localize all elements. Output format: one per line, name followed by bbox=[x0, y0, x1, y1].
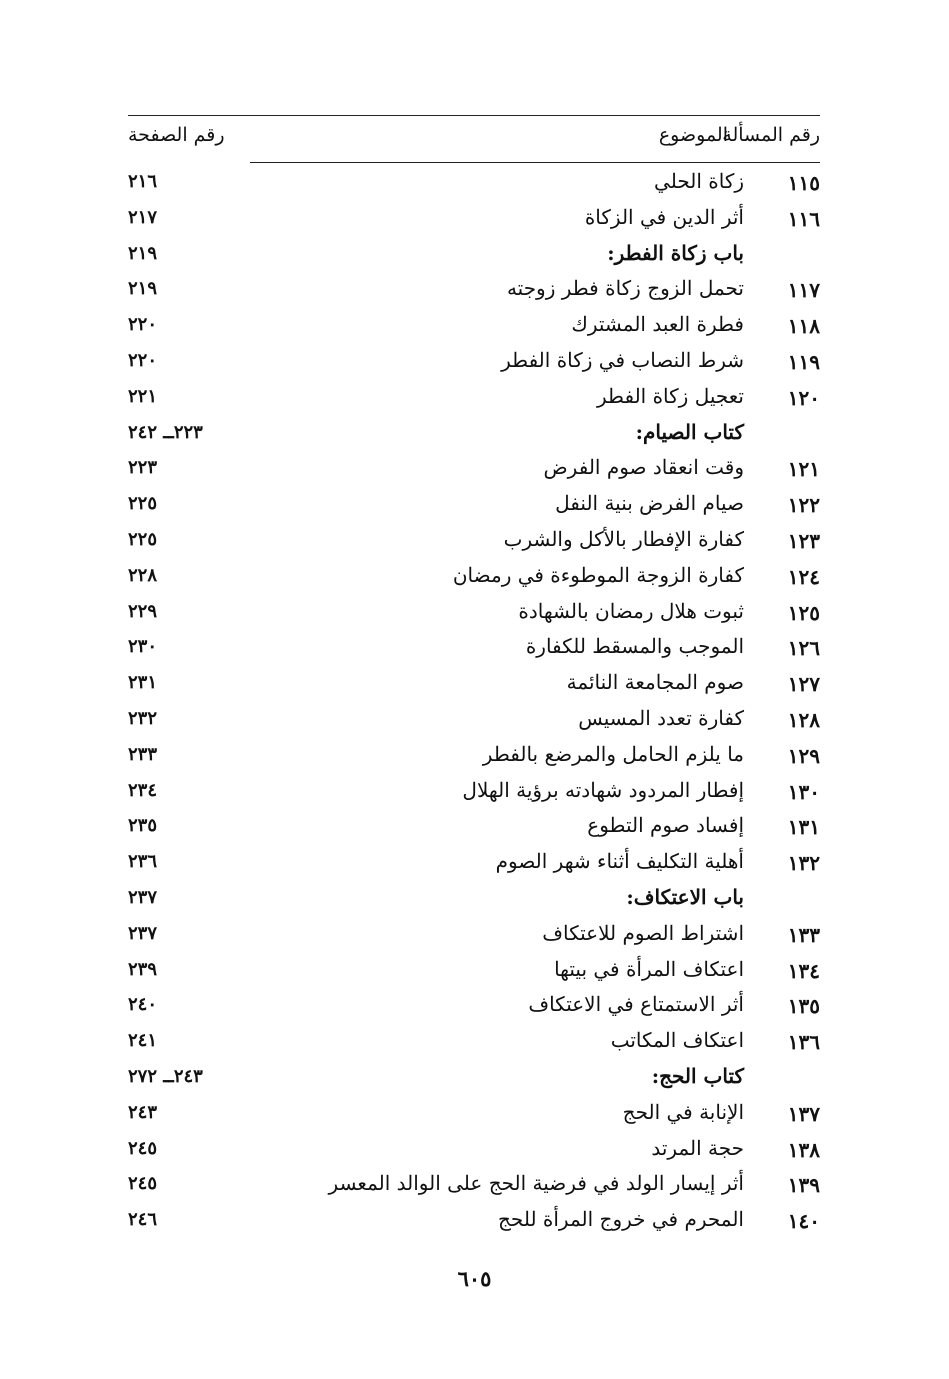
topic-text: صوم المجامعة النائمة bbox=[566, 670, 744, 695]
page-number-header: رقم الصفحة bbox=[128, 124, 225, 146]
page-number: ٢٢٠ bbox=[128, 314, 158, 336]
topic-text: فطرة العبد المشترك bbox=[571, 312, 744, 337]
topic-text: الإنابة في الحج bbox=[622, 1099, 744, 1124]
topic-text: أهلية التكليف أثناء شهر الصوم bbox=[495, 849, 744, 874]
issue-number: ١١٩ bbox=[787, 349, 820, 374]
page-number: ٢٣٧ bbox=[128, 922, 158, 944]
index-table bbox=[128, 167, 820, 1241]
table-row bbox=[128, 955, 820, 991]
page-number: ٢٢٠ bbox=[128, 349, 158, 371]
topic-text: اشتراط الصوم للاعتكاف bbox=[542, 920, 744, 945]
issue-number: ١٣٧ bbox=[787, 1101, 820, 1126]
page-number: ٢٤٣ــ ٢٧٢ bbox=[128, 1065, 203, 1087]
issue-number: ١٣٥ bbox=[787, 994, 820, 1019]
issue-number: ١٢٧ bbox=[787, 672, 820, 697]
issue-number: ١٣٨ bbox=[787, 1137, 820, 1162]
topic-text: أثر الدين في الزكاة bbox=[584, 204, 744, 229]
table-row bbox=[128, 847, 820, 883]
topic-text: شرط النصاب في زكاة الفطر bbox=[501, 347, 744, 372]
topic-text: إفساد صوم التطوع bbox=[587, 813, 744, 838]
table-row bbox=[128, 632, 820, 668]
table-row bbox=[128, 740, 820, 776]
page-number: ٢١٧ bbox=[128, 206, 158, 228]
page-number: ٢٤٥ bbox=[128, 1173, 158, 1195]
section-title: باب الاعتكاف: bbox=[626, 884, 744, 909]
table-row bbox=[128, 1098, 820, 1134]
topic-text: المحرم في خروج المرأة للحج bbox=[498, 1207, 744, 1232]
topic-text: حجة المرتد bbox=[651, 1135, 744, 1160]
page-number: ٢٤٠ bbox=[128, 994, 158, 1016]
page-number: ٢٢١ bbox=[128, 385, 158, 407]
page-number: ٢٢٥ bbox=[128, 493, 158, 515]
page-number: ٢٣٣ bbox=[128, 743, 158, 765]
table-row bbox=[128, 1134, 820, 1170]
topic-text: الموجب والمسقط للكفارة bbox=[525, 634, 744, 659]
page-number: ٢٢٨ bbox=[128, 564, 158, 586]
table-row bbox=[128, 919, 820, 955]
issue-number: ١١٨ bbox=[787, 314, 820, 339]
issue-number: ١١٥ bbox=[787, 171, 820, 195]
topic-text: وقت انعقاد صوم الفرض bbox=[543, 455, 744, 480]
issue-number: ١٣٩ bbox=[787, 1173, 820, 1198]
issue-number: ١٢٨ bbox=[787, 707, 820, 732]
issue-number: ١٢٠ bbox=[787, 385, 820, 410]
table-row bbox=[128, 597, 820, 633]
header-rule bbox=[250, 162, 820, 163]
top-rule bbox=[128, 115, 820, 116]
topic-text: إفطار المردود شهادته برؤية الهلال bbox=[462, 777, 744, 802]
table-row bbox=[128, 1169, 820, 1205]
page-number: ٢١٦ bbox=[128, 171, 158, 192]
topic-header: الموضوع bbox=[658, 124, 728, 146]
page-number: ٢٣٠ bbox=[128, 636, 158, 658]
page-number: ٢٣١ bbox=[128, 672, 158, 694]
issue-number-header: رقم المسألة bbox=[722, 124, 820, 146]
topic-text: ما يلزم الحامل والمرضع بالفطر bbox=[482, 741, 744, 766]
topic-text: كفارة الإفطار بالأكل والشرب bbox=[503, 526, 744, 551]
issue-number: ١١٧ bbox=[787, 278, 820, 303]
issue-number: ١٣١ bbox=[787, 815, 820, 840]
topic-text: اعتكاف المرأة في بيتها bbox=[554, 956, 744, 981]
issue-number: ١٣٣ bbox=[787, 922, 820, 947]
table-header bbox=[128, 124, 820, 154]
page-number: ٢٣٤ bbox=[128, 779, 158, 801]
table-row bbox=[128, 1026, 820, 1062]
table-row bbox=[128, 525, 820, 561]
page-number: ٢٢٣ــ ٢٤٢ bbox=[128, 421, 203, 443]
issue-number: ١٢٩ bbox=[787, 743, 820, 768]
section-heading-row bbox=[128, 239, 820, 275]
section-heading-row bbox=[128, 1062, 820, 1098]
issue-number: ١٣٦ bbox=[787, 1030, 820, 1055]
page-number: ٢٤٥ bbox=[128, 1137, 158, 1159]
issue-number: ١٢١ bbox=[787, 457, 820, 482]
issue-number: ١٣٠ bbox=[787, 779, 820, 804]
issue-number: ١١٦ bbox=[787, 206, 820, 231]
topic-text: صيام الفرض بنية النفل bbox=[555, 491, 744, 516]
page-number: ٢١٩ bbox=[128, 278, 158, 300]
page-number: ٢١٩ bbox=[128, 242, 158, 264]
section-heading-row bbox=[128, 883, 820, 919]
table-row bbox=[128, 704, 820, 740]
topic-text: أثر الاستمتاع في الاعتكاف bbox=[528, 992, 744, 1017]
page-number: ٢٤١ bbox=[128, 1030, 158, 1052]
table-row bbox=[128, 1205, 820, 1241]
section-title: باب زكاة الفطر: bbox=[607, 240, 744, 265]
topic-text: كفارة تعدد المسيس bbox=[578, 705, 744, 730]
issue-number: ١٢٣ bbox=[787, 528, 820, 553]
section-title: كتاب الحج: bbox=[651, 1063, 744, 1088]
page-number: ٢٣٦ bbox=[128, 851, 158, 873]
section-heading-row bbox=[128, 418, 820, 454]
topic-text: زكاة الحلي bbox=[654, 169, 744, 193]
table-row bbox=[128, 489, 820, 525]
folio-page-number: ٦٠٥ bbox=[457, 1266, 492, 1291]
page-number: ٢٢٣ bbox=[128, 457, 158, 479]
page-number: ٢٤٦ bbox=[128, 1209, 158, 1231]
table-row bbox=[128, 346, 820, 382]
page-number: ٢٣٩ bbox=[128, 958, 158, 980]
table-row bbox=[128, 453, 820, 489]
page-number: ٢٤٣ bbox=[128, 1101, 158, 1123]
table-row bbox=[128, 776, 820, 812]
topic-text: أثر إيسار الولد في فرضية الحج على الوالد المعسر bbox=[328, 1171, 744, 1196]
table-row bbox=[128, 382, 820, 418]
table-row bbox=[128, 203, 820, 239]
topic-text: تحمل الزوج زكاة فطر زوجته bbox=[506, 276, 744, 301]
table-row bbox=[128, 274, 820, 310]
table-row bbox=[128, 310, 820, 346]
page-number: ٢٢٩ bbox=[128, 600, 158, 622]
topic-text: اعتكاف المكاتب bbox=[610, 1028, 744, 1053]
table-row bbox=[128, 167, 820, 203]
page-number: ٢٣٥ bbox=[128, 815, 158, 837]
table-row bbox=[128, 811, 820, 847]
section-title: كتاب الصيام: bbox=[635, 419, 744, 444]
issue-number: ١٢٤ bbox=[787, 564, 820, 589]
issue-number: ١٢٢ bbox=[787, 493, 820, 518]
issue-number: ١٢٥ bbox=[787, 600, 820, 625]
issue-number: ١٢٦ bbox=[787, 636, 820, 661]
table-row bbox=[128, 990, 820, 1026]
topic-text: كفارة الزوجة الموطوءة في رمضان bbox=[452, 562, 744, 587]
issue-number: ١٣٢ bbox=[787, 851, 820, 876]
table-row bbox=[128, 561, 820, 597]
page-number: ٢٢٥ bbox=[128, 528, 158, 550]
issue-number: ١٣٤ bbox=[787, 958, 820, 983]
table-row bbox=[128, 668, 820, 704]
topic-text: ثبوت هلال رمضان بالشهادة bbox=[518, 598, 744, 623]
page-number: ٢٣٧ bbox=[128, 886, 158, 908]
page-number: ٢٣٢ bbox=[128, 707, 158, 729]
topic-text: تعجيل زكاة الفطر bbox=[597, 383, 744, 408]
issue-number: ١٤٠ bbox=[787, 1209, 820, 1234]
